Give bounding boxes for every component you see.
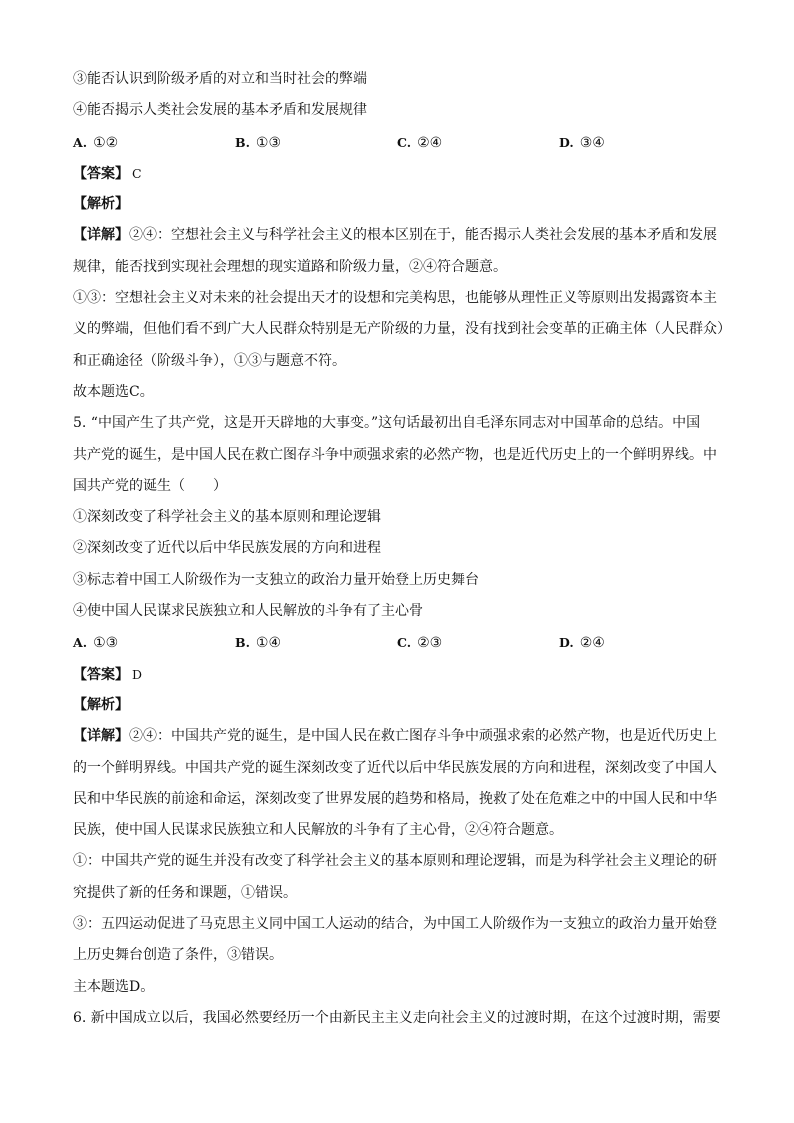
q5-detail-line-6: 究提供了新的任务和课题，①错误。 (73, 884, 297, 901)
option-label: D. (559, 635, 574, 651)
q5-detail-line-4: 民族，使中国人民谋求民族独立和人民解放的斗争有了主心骨，②④符合题意。 (73, 822, 563, 839)
option-text: ②③ (417, 635, 443, 652)
q5-option-a (73, 627, 235, 658)
q4-answer (73, 158, 727, 189)
q5-detail-line-8: 上历史舞台创造了条件，③错误。 (73, 947, 283, 964)
answer-tag: 【答案】 (73, 666, 129, 683)
option-text: ①② (93, 134, 119, 151)
q5-stem-line-3: 国共产党的诞生（ ） (73, 477, 227, 494)
q5-item-1: ①深刻改变了科学社会主义的基本原则和理论逻辑 (73, 509, 381, 526)
q5-option-d (559, 627, 721, 658)
q4-item-3: ③能否认识到阶级矛盾的对立和当时社会的弊端 (73, 71, 367, 87)
option-text: ①③ (93, 635, 119, 652)
q4-option-d (559, 127, 721, 158)
q5-option-b (235, 627, 397, 658)
answer-value: D (132, 666, 143, 682)
answer-value: C (132, 165, 142, 181)
page-content (73, 64, 731, 1034)
q4-analysis-tag: 【解析】 (73, 196, 129, 213)
option-label: D. (559, 134, 574, 150)
q4-option-a (73, 127, 235, 158)
option-label: C. (397, 134, 412, 150)
q4-detail-line-3: ①③：空想社会主义对未来的社会提出天才的设想和完美构思，也能够从理性正义等原则出发揭露资本主 (73, 290, 717, 307)
q4-option-b (235, 127, 397, 158)
q5-detail-line-3: 民和中华民族的前途和命运，深刻改变了世界发展的趋势和格局，挽救了处在危难之中的中国人民和中华 (73, 790, 717, 807)
q5-option-c (397, 627, 559, 658)
q5-detail-line-7: ③：五四运动促进了马克思主义同中国工人运动的结合，为中国工人阶级作为一支独立的政治力量开始登 (73, 916, 717, 933)
detail-text: ②④：中国共产党的诞生，是中国人民在救亡图存斗争中顽强求索的必然产物，也是近代历史上 (129, 728, 717, 745)
q5-options (73, 627, 727, 658)
q4-detail-line-2: 规律，能否找到实现社会理想的现实道路和阶级力量，②④符合题意。 (73, 258, 507, 275)
q5-detail-line-5: ①：中国共产党的诞生并没有改变了科学社会主义的基本原则和理论逻辑，而是为科学社会主义理论的研 (73, 853, 717, 870)
q4-options (73, 127, 727, 158)
q5-detail-line-1 (73, 721, 727, 752)
detail-tag: 【详解】 (73, 227, 129, 244)
q4-detail-line-5: 和正确途径（阶级斗争），①③与题意不符。 (73, 352, 346, 369)
q5-stem-line-1: 5. “中国产生了共产党，这是开天辟地的大事变。”这句话最初出自毛泽东同志对中国革命的总结。中国 (73, 415, 701, 432)
option-text: ②④ (417, 134, 443, 151)
q4-option-c (397, 127, 559, 158)
option-text: ③④ (579, 134, 605, 151)
option-text: ①③ (255, 134, 282, 151)
q4-conclusion: 故本题选C。 (73, 383, 154, 400)
detail-text: ②④：空想社会主义与科学社会主义的根本区别在于，能否揭示人类社会发展的基本矛盾和发展 (129, 227, 717, 244)
option-text: ①④ (255, 635, 282, 652)
q5-item-3: ③标志着中国工人阶级作为一支独立的政治力量开始登上历史舞台 (73, 571, 479, 588)
q5-conclusion: 主本题选D。 (73, 978, 155, 995)
option-label: A. (73, 134, 88, 150)
q6-stem-line-1: 6. 新中国成立以后，我国必然要经历一个由新民主主义走向社会主义的过渡时期，在这个过渡时期，需要 (73, 1009, 721, 1026)
q4-detail-line-1 (73, 220, 727, 251)
q5-answer (73, 659, 727, 690)
q5-detail-line-2: 的一个鲜明界线。中国共产党的诞生深刻改变了近代以后中华民族发展的方向和进程，深刻改变了中国人 (73, 759, 717, 776)
answer-tag: 【答案】 (73, 165, 129, 182)
q5-item-4: ④使中国人民谋求民族独立和人民解放的斗争有了主心骨 (73, 603, 423, 620)
q4-detail-line-4: 义的弊端，但他们看不到广大人民群众特别是无产阶级的力量，没有找到社会变革的正确主体（人民群众） (73, 321, 731, 338)
option-label: B. (235, 635, 250, 651)
q5-item-2: ②深刻改变了近代以后中华民族发展的方向和进程 (73, 540, 381, 557)
option-text: ②④ (579, 635, 605, 652)
q5-analysis-tag: 【解析】 (73, 696, 129, 713)
q4-item-4: ④能否揭示人类社会发展的基本矛盾和发展规律 (73, 102, 367, 119)
option-label: B. (235, 134, 250, 150)
detail-tag: 【详解】 (73, 728, 129, 745)
option-label: A. (73, 635, 88, 651)
option-label: C. (397, 635, 412, 651)
q5-stem-line-2: 共产党的诞生，是中国人民在救亡图存斗争中顽强求索的必然产物，也是近代历史上的一个鲜明界线。中 (73, 446, 717, 463)
